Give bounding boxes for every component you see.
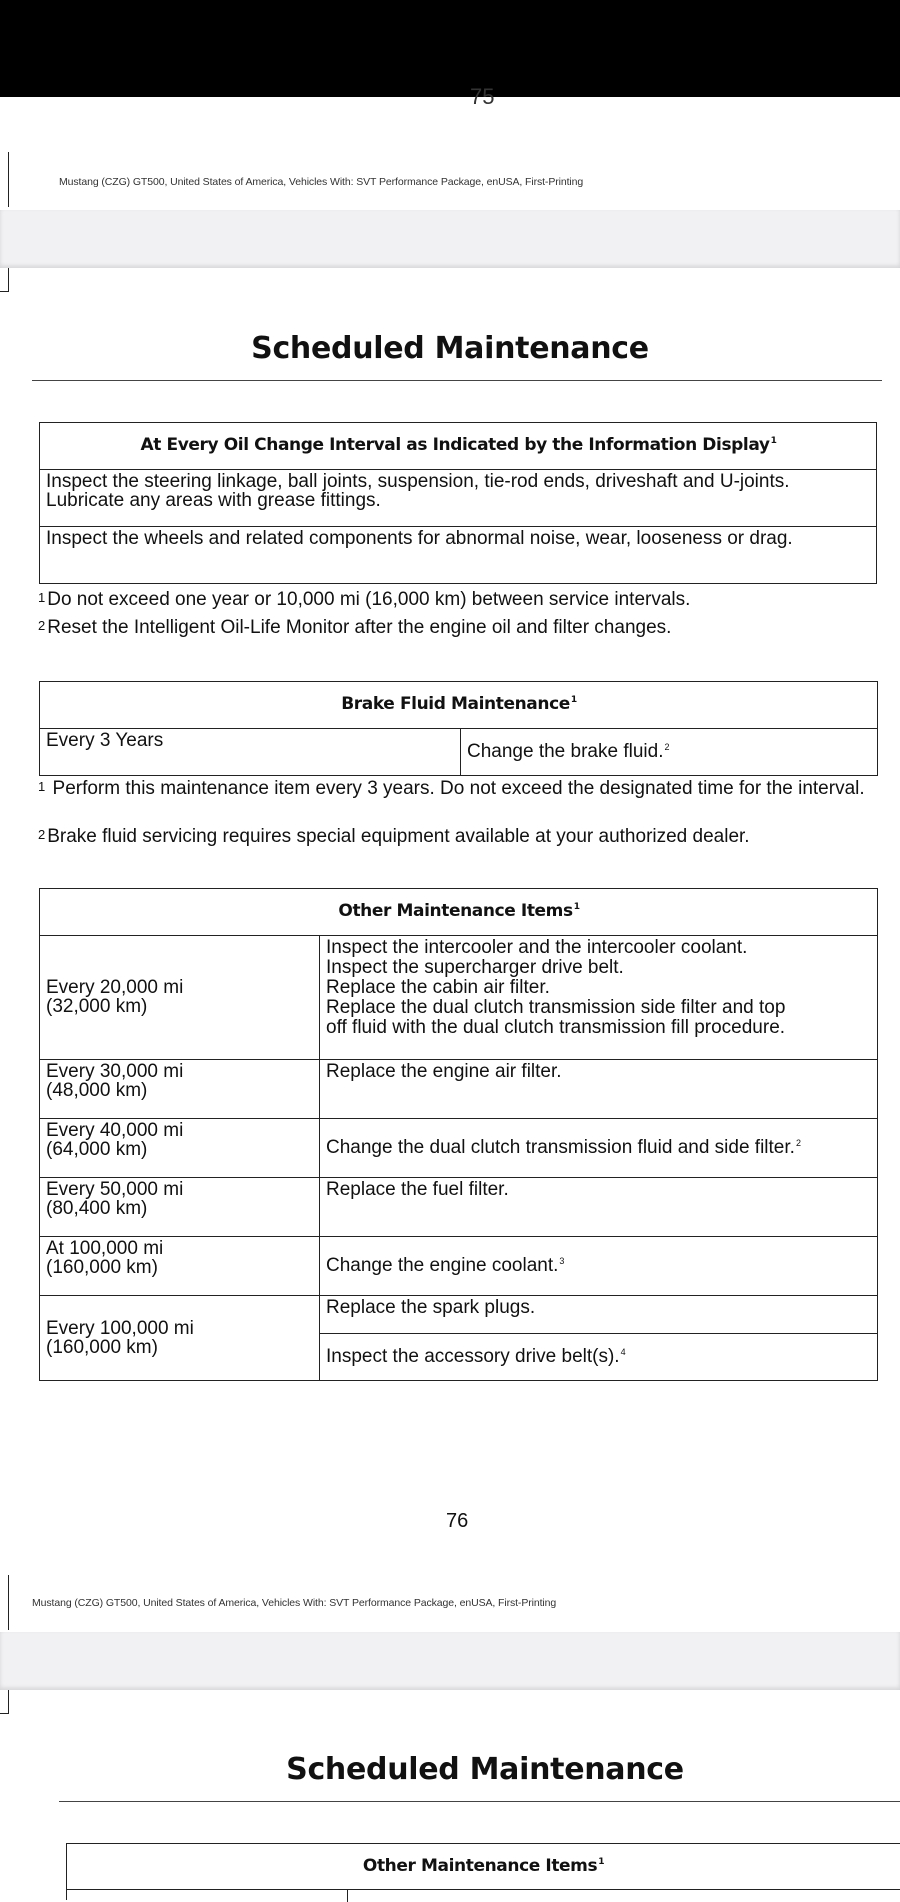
next-page-table <box>66 1843 900 1900</box>
table-row <box>40 936 878 1060</box>
action-cell: Change the engine coolant.$^3$ <box>320 1237 878 1296</box>
page-footer-text: Mustang (CZG) GT500, United States of America, Vehicles With: SVT Performance Package, enUSA, First-Printing <box>59 176 584 188</box>
oil-table-header: At Every Oil Change Interval as Indicated by the Information Display$^1$ <box>40 423 877 470</box>
action-cell: Inspect the intercooler and the intercooler coolant. Inspect the supercharger drive belt. Replace the cabin air filter. Replace the dual clutch transmission side filter and top off fluid with the dual clutch transmission fill procedure. <box>320 936 878 1060</box>
top-black-bar <box>0 0 900 97</box>
previous-page-number: 75 <box>470 88 495 106</box>
table-row <box>40 1178 878 1237</box>
brake-fluid-table <box>39 681 878 776</box>
table-row <box>40 1237 878 1296</box>
title-rule <box>32 380 882 381</box>
brake-interval: Every 3 Years <box>40 729 461 776</box>
action-cell: Change the dual clutch transmission fluid and side filter.$^2$ <box>320 1119 878 1178</box>
action-cell: Replace the fuel filter. <box>320 1178 878 1237</box>
page-gap <box>0 1632 900 1690</box>
table-row <box>40 1060 878 1119</box>
page-corner <box>0 1713 9 1714</box>
page-edge-left <box>8 268 9 292</box>
action-cell: Replace the spark plugs. <box>320 1296 878 1334</box>
page-footer-text: Mustang (CZG) GT500, United States of America, Vehicles With: SVT Performance Package, enUSA, First-Printing <box>32 1597 557 1609</box>
interval-cell: Every 20,000 mi (32,000 km) <box>40 936 320 1060</box>
interval-cell: Every 50,000 mi (80,400 km) <box>40 1178 320 1237</box>
next-page-title: Scheduled Maintenance <box>286 1752 684 1787</box>
table-row <box>40 1119 878 1178</box>
interval-cell: Every 30,000 mi (48,000 km) <box>40 1060 320 1119</box>
action-cell: Inspect the accessory drive belt(s).$^4$ <box>320 1334 878 1381</box>
table-row: Inspect the wheels and related components for abnormal noise, wear, looseness or drag. <box>40 527 877 584</box>
page-edge-left <box>8 1575 9 1630</box>
interval-cell: At 100,000 mi (160,000 km) <box>40 1237 320 1296</box>
other-maintenance-table <box>39 888 878 1381</box>
column-divider <box>347 1890 348 1902</box>
page-edge-left <box>8 1690 9 1714</box>
brake-action: Change the brake fluid.$^2$ <box>461 729 878 776</box>
oil-footnote-2: $^2$ Reset the Intelligent Oil-Life Monitor after the engine oil and filter changes. <box>38 617 672 638</box>
interval-cell: Every 100,000 mi (160,000 km) <box>40 1296 320 1381</box>
oil-footnote-1: $^1$ Do not exceed one year or 10,000 mi (16,000 km) between service intervals. <box>38 589 691 610</box>
brake-footnote-1: $^1$ Perform this maintenance item every 3 years. Do not exceed the designated time for the interval. <box>38 778 865 799</box>
next-table-header: Other Maintenance Items$^1$ <box>362 1856 605 1876</box>
table-row: Inspect the steering linkage, ball joints, suspension, tie-rod ends, driveshaft and U-joints. Lubricate any areas with grease fittings. <box>40 470 877 527</box>
oil-change-table <box>39 422 877 584</box>
title-rule <box>59 1801 900 1802</box>
brake-table-header: Brake Fluid Maintenance$^1$ <box>40 682 878 729</box>
brake-footnote-2: $^2$ Brake fluid servicing requires special equipment available at your authorized dealer. <box>38 826 750 847</box>
interval-cell: Every 40,000 mi (64,000 km) <box>40 1119 320 1178</box>
page-corner <box>0 291 9 292</box>
other-table-header: Other Maintenance Items$^1$ <box>40 889 878 936</box>
page-title: Scheduled Maintenance <box>251 331 649 366</box>
page-edge-left <box>8 152 9 207</box>
page-number: 76 <box>446 1510 469 1532</box>
table-row <box>40 1296 878 1334</box>
action-cell: Replace the engine air filter. <box>320 1060 878 1119</box>
page-gap <box>0 210 900 268</box>
